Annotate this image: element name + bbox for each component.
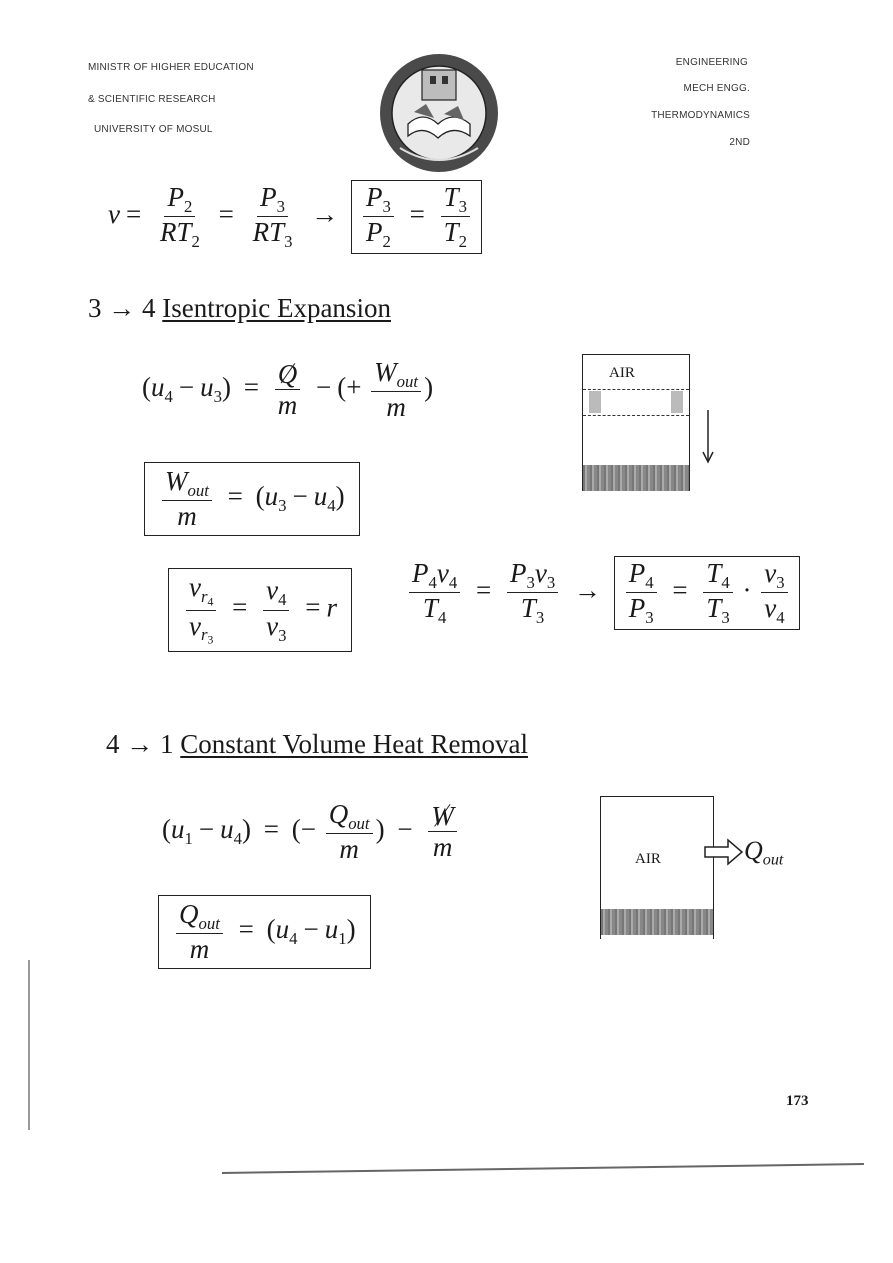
header-subject: THERMODYNAMICS [651, 110, 750, 121]
page-number: 173 [786, 1093, 809, 1109]
equation-energy-balance-expansion: $(u_4 - u_3)$ = $\frac{Q}{m}$ − (+ $\frac{W_{out}}{m}$ ) [142, 357, 434, 423]
scan-bottom-line [222, 1163, 864, 1173]
header-department: MECH ENGG. [683, 83, 750, 94]
boxed-pressure-temperature-ratio: $\frac{P_3}{P_2}$ = $\frac{T_3}{T_2}$ [351, 180, 482, 254]
header-university: UNIVERSITY OF MOSUL [94, 124, 213, 135]
piston-motion-arrow-icon [700, 410, 716, 466]
header-faculty: ENGINEERING [675, 57, 748, 68]
section-heading-isentropic-expansion: 3 → 4 Isentropic Expansion [88, 293, 391, 323]
initial-piston-top-line [583, 389, 689, 390]
equation-ideal-gas-ratio: $\frac{P_4v_4}{T_4}$ = $\frac{P_3v_3}{T_3}$ → $\frac{P_4}{P_3}$ = $\frac{T_4}{T_3}$ · $\frac{v_3}{v_4}$ [406, 556, 800, 630]
expansion-air-label: AIR [609, 365, 635, 381]
boxed-heat-out-equation: $\frac{Q_{out}}{m}$ = $(u_4 - u_1)$ [158, 895, 371, 969]
university-seal-logo [378, 52, 500, 174]
heat-out-arrow-icon [704, 838, 744, 866]
heat-removal-cylinder-figure [600, 796, 714, 939]
heat-out-label: $Q_{out}$ [744, 836, 784, 869]
header-research: & SCIENTIFIC RESEARCH [88, 94, 216, 105]
equation-energy-balance-heat-removal: $(u_1 - u_4)$ = (− $\frac{Q_{out}}{m}$ ) − $\frac{W}{m}$ [162, 800, 460, 864]
expansion-cylinder-figure [582, 354, 690, 491]
section-heading-heat-removal: 4 → 1 Constant Volume Heat Removal [106, 729, 528, 759]
boxed-pressure-ratio-result: $\frac{P_4}{P_3}$ = $\frac{T_4}{T_3}$ · $\frac{v_3}{v_4}$ [614, 556, 800, 630]
fixed-piston [601, 909, 713, 935]
boxed-work-out-equation: $\frac{W_{out}}{m}$ = $(u_3 - u_4)$ [144, 462, 360, 536]
scan-edge-line [28, 960, 30, 1130]
heat-removal-air-label: AIR [635, 851, 661, 867]
piston [583, 465, 689, 491]
header-ministry: MINISTR OF HIGHER EDUCATION [88, 62, 254, 73]
boxed-relative-volume-ratio: $\frac{v_{r_4}}{v_{r_3}}$ = $\frac{v_4}{v_3}$ = r [168, 568, 352, 652]
equation-specific-volume: v = $\frac{P_2}{RT_2}$ = $\frac{P_3}{RT_3}$ → $\frac{P_3}{P_2}$ = $\frac{T_3}{T_2}$ [108, 180, 482, 254]
header-year: 2ND [729, 137, 750, 148]
initial-piston-bottom-line [583, 415, 689, 416]
